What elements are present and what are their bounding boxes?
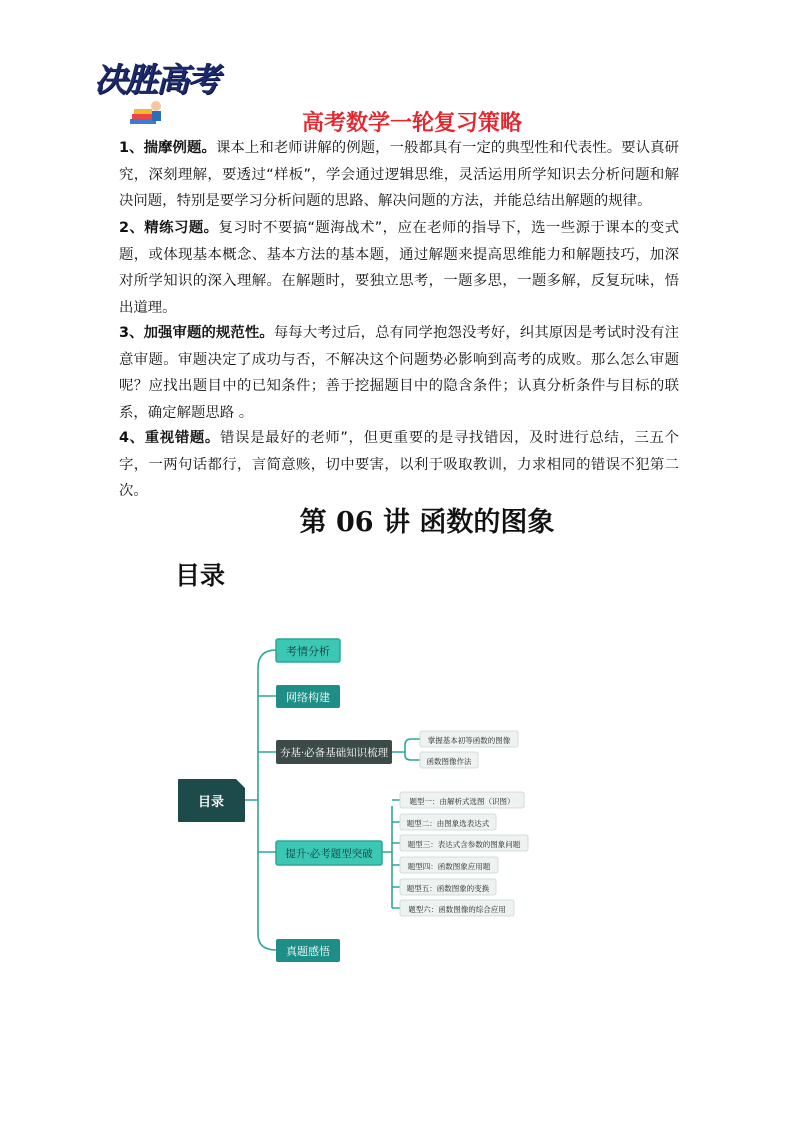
toc-branch-hangji[interactable] <box>276 740 392 764</box>
toc-root-node <box>178 779 245 822</box>
toc-leaf[interactable] <box>420 731 518 747</box>
logo-text: 决胜高考 <box>94 60 218 99</box>
page-title: 高考数学一轮复习策略 <box>301 111 522 136</box>
branch-label: 考情分析 <box>286 645 330 658</box>
leaf-label: 题型四：函数图象应用题 <box>407 862 491 871</box>
toc-branch-zhenti[interactable] <box>276 939 340 962</box>
leaf-label: 题型一：由解析式选图（识图） <box>409 797 515 806</box>
toc-root-label: 目录 <box>197 795 225 810</box>
branch-label: 网络构建 <box>286 691 330 704</box>
strategy-label: 2、精练习题。 <box>119 220 219 236</box>
toc-leaf[interactable] <box>400 814 496 830</box>
toc-heading: 目录 <box>175 561 226 590</box>
toc-leaf[interactable] <box>400 835 528 851</box>
leaf-label: 题型六：函数图像的综合应用 <box>408 905 506 914</box>
leaf-label: 题型二：由图象选表达式 <box>406 819 490 828</box>
toc-branch-kaoqing[interactable] <box>276 639 340 662</box>
leaf-label: 函数图像作法 <box>426 757 472 766</box>
toc-leaf[interactable] <box>400 792 524 808</box>
branch-label: 夯基·必备基础知识梳理 <box>279 747 389 759</box>
strategy-text: 每每大考过后，总有同学抱怨没考好，纠其原因是考试时没有注意审题。审题决定了成功与否，不解决这个问题势必影响到高考的成败。那么怎么审题呢？应找出题目中的已知条件；善于挖掘题目中的隐含条件；认真分析条件与目标的联系，确定解题思路 。 <box>119 325 679 421</box>
strategy-label: 1、揣摩例题。 <box>119 140 216 156</box>
leaf-label: 掌握基本初等函数的图像 <box>427 736 511 745</box>
toc-branch-tisheng[interactable] <box>276 841 382 865</box>
toc-leaf[interactable] <box>400 857 498 873</box>
strategy-text: 课本上和老师讲解的例题，一般都具有一定的典型性和代表性。要认真研究，深刻理解，要透过“样板”，学会通过逻辑思维，灵活运用所学知识去分析问题和解决问题，特别是要学习分析问题的思路、解决问题的方法，并能总结出解题的规律。 <box>119 140 679 210</box>
strategy-text: 错误是最好的老师”，但更重要的是寻找错因，及时进行总结，三五个字，一两句话都行，言简意赅，切中要害，以利于吸取教训，力求相同的错误不犯第二次。 <box>119 430 679 500</box>
toc-leaf[interactable] <box>400 879 496 895</box>
strategy-text: 复习时不要搞“题海战术”，应在老师的指导下，选一些源于课本的变式题，或体现基本概念、基本方法的基本题，通过解题来提高思维能力和解题技巧，加深对所学知识的深入理解。在解题时，要独立思考，一题多思，一题多解，反复玩味，悟出道理。 <box>119 220 680 316</box>
strategy-label: 4、重视错题。 <box>119 430 220 446</box>
toc-branch-wangluo[interactable] <box>276 685 340 708</box>
strategy-label: 3、加强审题的规范性。 <box>119 325 274 341</box>
toc-leaf[interactable] <box>400 900 514 916</box>
lecture-title: 第 06 讲 函数的图象 <box>299 507 555 538</box>
toc-leaf[interactable] <box>420 752 478 768</box>
leaf-label: 题型三：表达式含参数的图象问题 <box>407 840 521 849</box>
leaf-label: 题型五：函数图象的变换 <box>406 884 490 893</box>
branch-label: 提升·必考题型突破 <box>285 848 373 860</box>
branch-label: 真题感悟 <box>286 945 330 958</box>
